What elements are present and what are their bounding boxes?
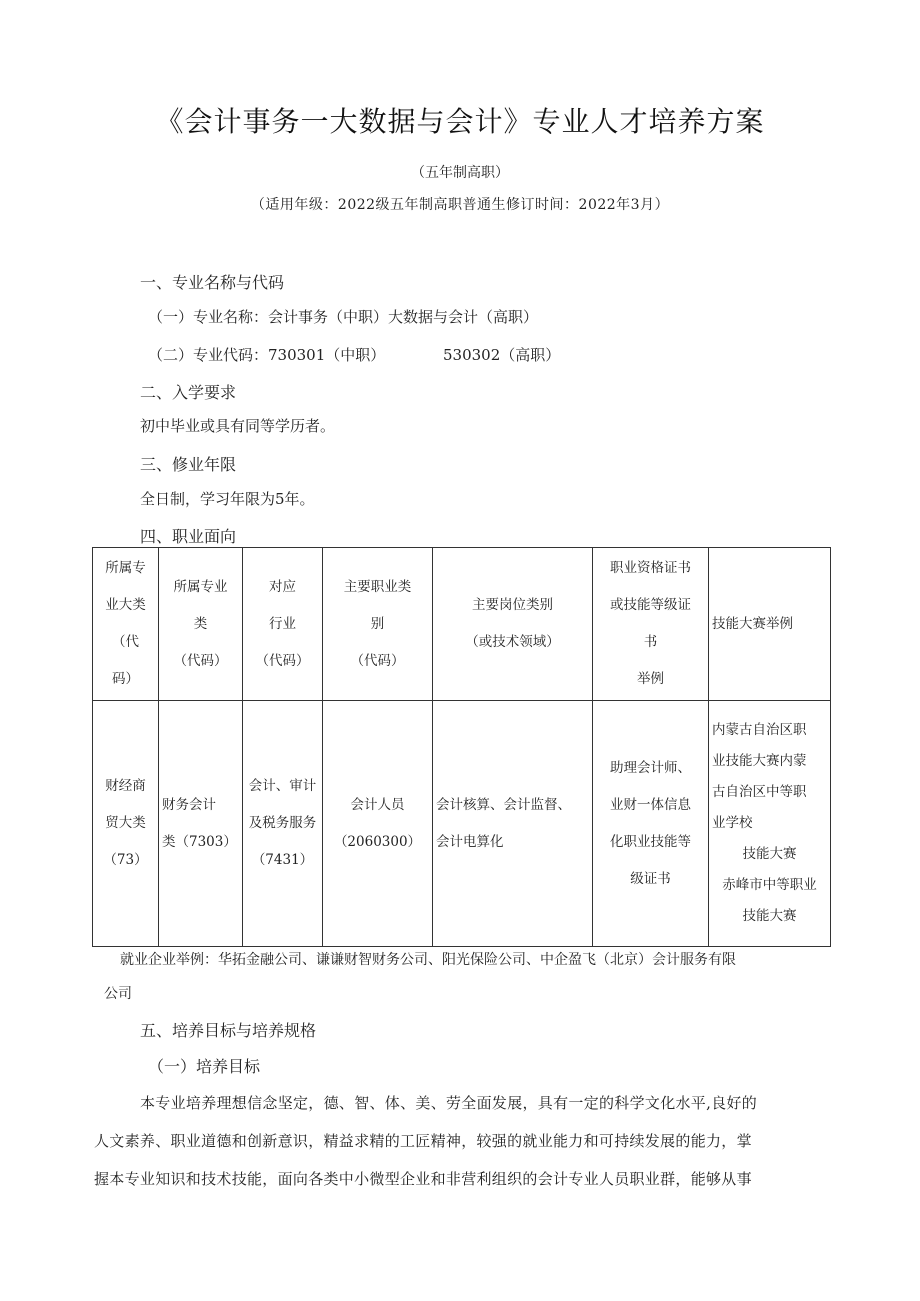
cell-competitions: 内蒙古自治区职 业技能大赛内蒙 古自治区中等职 业学校 技能大赛 赤峰市中等职业 技能大赛 [709, 701, 831, 947]
cell-industry: 会计、审计 及税务服务 （7431） [243, 701, 323, 947]
header-positions: 主要岗位类别 （或技术领域） [433, 548, 593, 701]
employers-line-2: 公司 [104, 986, 132, 1002]
major-name-line: （一）专业名称：会计事务（中职）大数据与会计（高职） [148, 308, 539, 326]
table-row [93, 701, 831, 947]
document-subtitle: （五年制高职） [411, 165, 509, 181]
header-occupation: 主要职业类 别 （代码） [323, 548, 433, 701]
header-competitions: 技能大赛举例 [709, 548, 831, 701]
training-goal-heading: （一）培养目标 [148, 1057, 261, 1076]
header-certificates: 职业资格证书 或技能等级证 书 举例 [593, 548, 709, 701]
occupation-table [92, 547, 831, 947]
admission-text: 初中毕业或具有同等学历者。 [140, 417, 336, 435]
goal-paragraph-line-2: 人文素养、职业道德和创新意识，精益求精的工匠精神，较强的就业能力和可持续发展的能力，掌 [94, 1132, 752, 1150]
header-major-class: 所属专业 类 （代码） [159, 548, 243, 701]
goal-paragraph-line-1: 本专业培养理想信念坚定，德、智、体、美、劳全面发展，具有一定的科学文化水平,良好的 [140, 1094, 758, 1112]
header-industry: 对应 行业 （代码） [243, 548, 323, 701]
section-5-heading: 五、培养目标与培养规格 [140, 1021, 317, 1040]
duration-text: 全日制，学习年限为5年。 [140, 490, 315, 508]
employers-line-1: 就业企业举例：华拓金融公司、谦谦财智财务公司、阳光保险公司、中企盈飞（北京）会计服务有限 [120, 952, 736, 968]
header-major-category: 所属专 业大类 （代 码） [93, 548, 159, 701]
section-2-heading: 二、入学要求 [140, 383, 237, 402]
cell-positions: 会计核算、会计监督、 会计电算化 [433, 701, 593, 947]
cell-occupation: 会计人员 （2060300） [323, 701, 433, 947]
section-3-heading: 三、修业年限 [140, 455, 237, 474]
major-code-line-secondary: （二）专业代码：730301（中职） [148, 346, 386, 364]
cell-major-category: 财经商 贸大类 （73） [93, 701, 159, 947]
document-scope: （适用年级：2022级五年制高职普通生修订时间：2022年3月） [250, 197, 670, 213]
goal-paragraph-line-3: 握本专业知识和技术技能，面向各类中小微型企业和非营利组织的会计专业人员职业群，能够从事 [94, 1170, 752, 1188]
section-1-heading: 一、专业名称与代码 [140, 273, 285, 292]
cell-major-class: 财务会计 类（7303） [159, 701, 243, 947]
major-code-line-higher: 530302（高职） [443, 346, 561, 364]
section-4-heading: 四、职业面向 [140, 527, 237, 546]
table-header-row [93, 548, 831, 701]
cell-certificates: 助理会计师、 业财一体信息 化职业技能等 级证书 [593, 701, 709, 947]
document-title: 《会计事务一大数据与会计》专业人才培养方案 [155, 105, 765, 138]
